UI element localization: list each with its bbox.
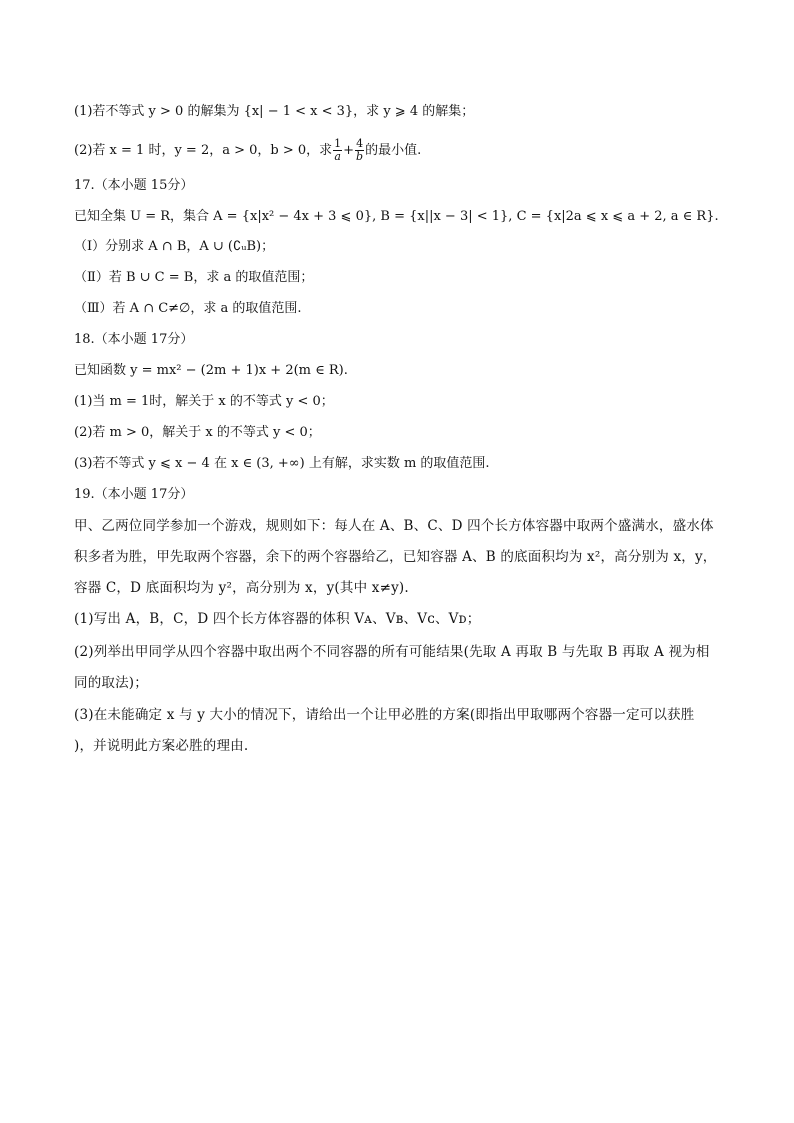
problem16-part2-text: (2)若 x = 1 时，y = 2，a > 0，b > 0，求	[74, 143, 333, 158]
problem19-statement-line1: 甲、乙两位同学参加一个游戏，规则如下：每人在 A、B、C、D 四个长方体容器中取两个盛满水，盛水体	[74, 518, 714, 534]
problem19-part3-line1: (3)在未能确定 x 与 y 大小的情况下，请给出一个让甲必胜的方案(即指出甲取哪两个容器一定可以获胜	[74, 707, 695, 723]
problem19-part2-line2: 同的取法)；	[74, 675, 148, 691]
problem17-part3: （Ⅲ）若 A ∩ C≠∅，求 a 的取值范围.	[74, 301, 302, 316]
problem18-part2: (2)若 m > 0，解关于 x 的不等式 y < 0；	[74, 425, 321, 440]
problem19-statement-line3: 容器 C，D 底面积均为 y²，高分别为 x，y(其中 x≠y).	[74, 580, 409, 596]
fraction-numerator: 1	[334, 137, 342, 150]
problem18-part1: (1)当 m = 1时，解关于 x 的不等式 y < 0；	[74, 394, 334, 409]
problem19-part1: (1)写出 A，B，C，D 四个长方体容器的体积 Vᴀ、Vʙ、Vᴄ、Vᴅ；	[74, 611, 481, 627]
problem19-part2-line1: (2)列举出甲同学从四个容器中取出两个不同容器的所有可能结果(先取 A 再取 B 与先取 B 再取 A 视为相	[74, 644, 710, 660]
problem16-part1: (1)若不等式 y > 0 的解集为 {x| − 1 < x < 3}，求 y ⩾ 4 的解集；	[74, 104, 475, 119]
problem17-part2: （Ⅱ）若 B ∪ C = B，求 a 的取值范围；	[74, 270, 314, 285]
fraction-4-over-b	[355, 138, 364, 163]
fraction-numerator: 4	[356, 137, 364, 150]
problem17-part1: （Ⅰ）分别求 A ∩ B，A ∪ (∁ᵤB)；	[74, 239, 275, 254]
problem19-header: 19.（本小题 17分）	[74, 487, 194, 502]
problem19-statement-line2: 积多者为胜，甲先取两个容器，余下的两个容器给乙，已知容器 A、B 的底面积均为 x²，高分别为 x，y，	[74, 549, 717, 565]
plus-sign: +	[343, 143, 355, 158]
fraction-denominator: a	[334, 150, 341, 163]
fraction-1-over-a	[333, 138, 342, 163]
problem16-part2-tail: 的最小值.	[365, 143, 422, 158]
problem18-part3: (3)若不等式 y ⩽ x − 4 在 x ∈ (3, +∞) 上有解，求实数 m 的取值范围.	[74, 456, 490, 471]
problem18-header: 18.（本小题 17分）	[74, 332, 194, 347]
problem18-statement: 已知函数 y = mx² − (2m + 1)x + 2(m ∈ R).	[74, 363, 348, 378]
problem19-part3-line2: )，并说明此方案必胜的理由.	[74, 738, 249, 754]
problem16-part2	[74, 138, 421, 163]
fraction-denominator: b	[356, 150, 364, 163]
problem17-statement: 已知全集 U = R，集合 A = {x|x² − 4x + 3 ⩽ 0}, B = {x||x − 3| < 1}, C = {x|2a ⩽ x ⩽ a + 2, a ∈ R}.	[74, 209, 719, 224]
problem17-header: 17.（本小题 15分）	[74, 178, 194, 193]
